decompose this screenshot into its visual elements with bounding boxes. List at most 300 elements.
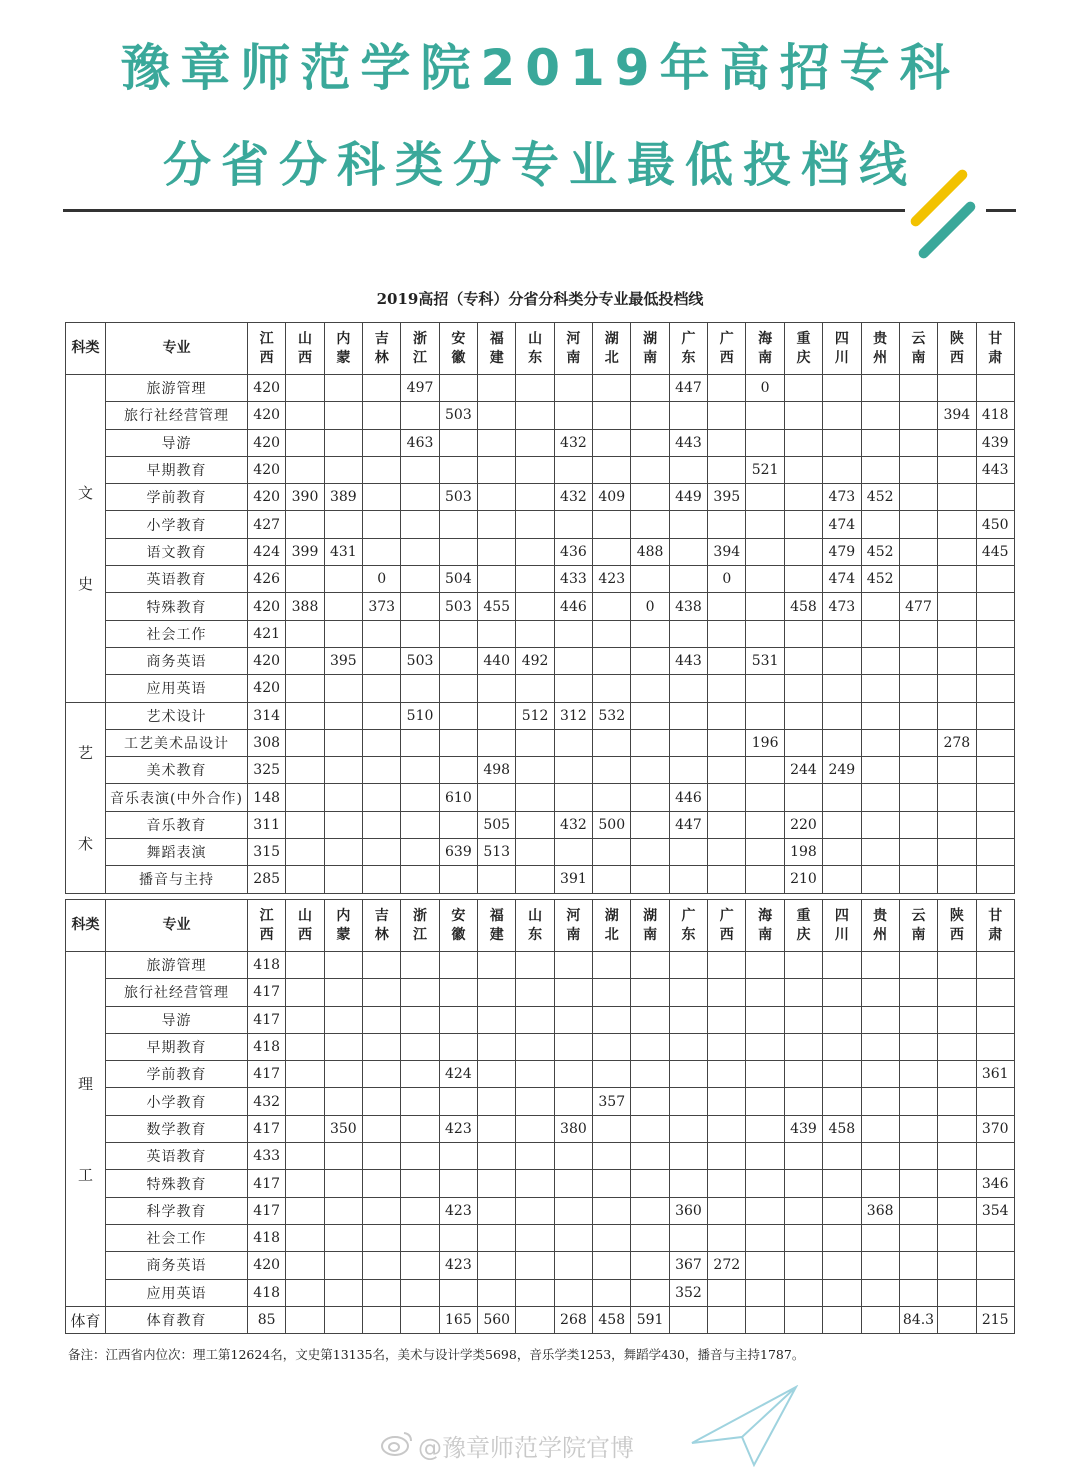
table-row <box>66 1279 1015 1306</box>
score-cell <box>439 1143 477 1170</box>
score-cell <box>899 1061 937 1088</box>
score-cell <box>286 1006 324 1033</box>
score-cell <box>899 757 937 784</box>
province-header: 广 西 <box>708 323 746 375</box>
table-row <box>66 620 1015 647</box>
province-header: 陕 西 <box>938 323 976 375</box>
score-cell: 452 <box>861 538 899 565</box>
score-cell <box>669 1033 707 1060</box>
score-cell <box>478 729 516 756</box>
score-cell: 424 <box>248 538 286 565</box>
score-cell <box>861 1252 899 1279</box>
score-cell <box>593 593 631 620</box>
weibo-icon <box>380 1430 414 1456</box>
score-cell <box>439 1170 477 1197</box>
province-header: 贵 州 <box>861 323 899 375</box>
score-cell <box>286 1279 324 1306</box>
score-cell <box>439 511 477 538</box>
score-cell <box>746 1252 784 1279</box>
score-cell <box>478 866 516 893</box>
score-cell: 390 <box>286 484 324 511</box>
score-cell <box>363 1224 401 1251</box>
score-cell <box>669 675 707 702</box>
score-cell <box>631 1006 669 1033</box>
score-cell <box>478 1224 516 1251</box>
score-cell <box>938 1306 976 1333</box>
score-cell <box>363 456 401 483</box>
score-cell <box>631 1143 669 1170</box>
score-cell <box>746 1197 784 1224</box>
score-cell <box>784 375 822 402</box>
score-cell: 423 <box>593 566 631 593</box>
score-cell: 0 <box>708 566 746 593</box>
score-cell: 394 <box>708 538 746 565</box>
score-cell <box>708 866 746 893</box>
score-cell <box>516 839 554 866</box>
score-cell <box>861 1061 899 1088</box>
province-header: 湖 北 <box>593 323 631 375</box>
score-cell: 447 <box>669 811 707 838</box>
score-cell <box>286 1252 324 1279</box>
score-cell <box>823 702 861 729</box>
major-cell: 特殊教育 <box>106 1170 248 1197</box>
score-cell <box>938 1224 976 1251</box>
score-cell <box>938 1088 976 1115</box>
score-cell <box>938 811 976 838</box>
score-cell <box>593 784 631 811</box>
score-cell <box>401 784 439 811</box>
score-cell <box>861 1224 899 1251</box>
score-cell <box>976 620 1014 647</box>
score-cell <box>286 757 324 784</box>
score-cell: 423 <box>439 1252 477 1279</box>
score-cell: 420 <box>248 1252 286 1279</box>
score-cell: 380 <box>554 1115 592 1142</box>
score-cell: 395 <box>324 647 362 674</box>
score-cell <box>669 839 707 866</box>
score-cell <box>401 1279 439 1306</box>
score-cell <box>554 839 592 866</box>
score-cell <box>899 979 937 1006</box>
major-cell: 旅游管理 <box>106 375 248 402</box>
score-cell: 278 <box>938 729 976 756</box>
score-cell <box>324 566 362 593</box>
score-cell <box>861 402 899 429</box>
province-header: 广 西 <box>708 900 746 952</box>
province-header: 贵 州 <box>861 900 899 952</box>
score-cell: 417 <box>248 1197 286 1224</box>
score-cell <box>746 866 784 893</box>
score-cell: 312 <box>554 702 592 729</box>
province-header: 海 南 <box>746 323 784 375</box>
score-cell <box>631 484 669 511</box>
score-cell <box>324 620 362 647</box>
score-cell <box>976 484 1014 511</box>
score-cell <box>363 1252 401 1279</box>
score-cell <box>478 511 516 538</box>
score-cell <box>861 593 899 620</box>
score-cell: 433 <box>248 1143 286 1170</box>
score-cell <box>899 1252 937 1279</box>
score-cell <box>363 866 401 893</box>
score-cell <box>401 566 439 593</box>
score-cell: 432 <box>248 1088 286 1115</box>
score-cell <box>899 811 937 838</box>
score-cell: 504 <box>439 566 477 593</box>
score-cell <box>784 675 822 702</box>
score-cell: 443 <box>669 647 707 674</box>
score-cell: 417 <box>248 1170 286 1197</box>
score-cell <box>746 979 784 1006</box>
score-cell <box>478 1006 516 1033</box>
score-cell: 424 <box>439 1061 477 1088</box>
score-cell <box>631 952 669 979</box>
province-header: 江 西 <box>248 323 286 375</box>
score-cell <box>976 1224 1014 1251</box>
score-cell: 85 <box>248 1306 286 1333</box>
score-cell <box>286 647 324 674</box>
score-cell <box>938 1197 976 1224</box>
score-cell <box>899 1088 937 1115</box>
score-cell <box>861 1033 899 1060</box>
score-cell <box>401 811 439 838</box>
score-cell <box>516 538 554 565</box>
score-cell <box>823 647 861 674</box>
score-cell <box>746 1088 784 1115</box>
score-cell <box>363 538 401 565</box>
score-cell <box>784 1170 822 1197</box>
score-cell: 417 <box>248 1006 286 1033</box>
score-cell: 446 <box>554 593 592 620</box>
score-cell <box>899 702 937 729</box>
score-cell <box>593 456 631 483</box>
score-cell <box>708 979 746 1006</box>
score-cell <box>516 566 554 593</box>
score-cell <box>324 757 362 784</box>
score-cell <box>478 1197 516 1224</box>
table-row <box>66 1006 1015 1033</box>
table-row <box>66 402 1015 429</box>
score-cell <box>516 757 554 784</box>
score-cell <box>401 866 439 893</box>
score-cell: 360 <box>669 1197 707 1224</box>
score-cell <box>784 566 822 593</box>
province-header: 陕 西 <box>938 900 976 952</box>
score-cell <box>324 1224 362 1251</box>
score-cell: 418 <box>248 1033 286 1060</box>
score-cell <box>784 784 822 811</box>
score-cell <box>976 593 1014 620</box>
score-cell <box>363 511 401 538</box>
score-cell: 370 <box>976 1115 1014 1142</box>
score-cell: 325 <box>248 757 286 784</box>
score-cell: 285 <box>248 866 286 893</box>
province-header: 安 徽 <box>439 323 477 375</box>
score-cell <box>708 647 746 674</box>
score-cell <box>938 620 976 647</box>
score-cell <box>823 1224 861 1251</box>
province-header: 湖 北 <box>593 900 631 952</box>
score-cell <box>899 729 937 756</box>
score-cell <box>631 757 669 784</box>
score-cell <box>363 979 401 1006</box>
score-table-liberal-arts <box>65 322 1015 894</box>
score-cell <box>324 811 362 838</box>
major-cell: 早期教育 <box>106 1033 248 1060</box>
score-cell <box>746 1006 784 1033</box>
score-cell: 308 <box>248 729 286 756</box>
score-cell <box>669 866 707 893</box>
score-cell <box>823 1306 861 1333</box>
score-cell: 432 <box>554 484 592 511</box>
table-row <box>66 1061 1015 1088</box>
score-cell <box>363 1143 401 1170</box>
score-cell <box>631 1170 669 1197</box>
score-cell: 373 <box>363 593 401 620</box>
score-cell <box>784 952 822 979</box>
score-cell <box>784 1061 822 1088</box>
score-cell <box>401 402 439 429</box>
score-cell <box>401 1224 439 1251</box>
score-cell <box>708 1143 746 1170</box>
score-cell <box>363 375 401 402</box>
score-cell <box>593 1224 631 1251</box>
score-cell <box>669 979 707 1006</box>
score-cell <box>286 1143 324 1170</box>
score-cell <box>784 647 822 674</box>
score-cell <box>401 757 439 784</box>
score-cell <box>746 593 784 620</box>
major-cell: 小学教育 <box>106 1088 248 1115</box>
score-cell <box>938 647 976 674</box>
score-cell <box>708 702 746 729</box>
score-cell <box>593 675 631 702</box>
score-cell <box>286 1306 324 1333</box>
major-cell: 商务英语 <box>106 1252 248 1279</box>
table-row <box>66 456 1015 483</box>
score-cell <box>708 839 746 866</box>
table-row <box>66 1088 1015 1115</box>
score-cell <box>899 839 937 866</box>
score-cell <box>478 952 516 979</box>
header-divider-right <box>986 209 1016 212</box>
score-cell <box>324 1197 362 1224</box>
score-cell <box>784 1252 822 1279</box>
score-cell <box>554 979 592 1006</box>
score-cell <box>976 866 1014 893</box>
score-cell: 477 <box>899 593 937 620</box>
score-cell: 389 <box>324 484 362 511</box>
major-cell: 社会工作 <box>106 1224 248 1251</box>
score-cell <box>861 839 899 866</box>
score-cell <box>746 402 784 429</box>
table-row <box>66 729 1015 756</box>
score-cell <box>363 1061 401 1088</box>
score-cell <box>938 979 976 1006</box>
province-header: 山 东 <box>516 323 554 375</box>
score-cell: 420 <box>248 402 286 429</box>
score-cell <box>861 1115 899 1142</box>
score-cell <box>516 1197 554 1224</box>
score-cell <box>899 429 937 456</box>
score-cell <box>746 1033 784 1060</box>
score-cell <box>516 456 554 483</box>
score-cell <box>938 511 976 538</box>
score-cell <box>976 979 1014 1006</box>
table-row <box>66 839 1015 866</box>
score-cell <box>286 375 324 402</box>
score-cell <box>401 839 439 866</box>
score-cell <box>363 647 401 674</box>
score-cell <box>669 757 707 784</box>
score-cell <box>631 839 669 866</box>
score-cell <box>516 866 554 893</box>
score-cell <box>861 647 899 674</box>
score-cell <box>593 1006 631 1033</box>
score-cell <box>861 1143 899 1170</box>
score-cell: 423 <box>439 1115 477 1142</box>
score-cell <box>976 1143 1014 1170</box>
score-cell <box>516 1115 554 1142</box>
score-cell <box>286 620 324 647</box>
score-cell <box>286 839 324 866</box>
score-cell <box>439 952 477 979</box>
province-header: 甘 肃 <box>976 900 1014 952</box>
score-cell <box>823 1252 861 1279</box>
score-cell <box>746 429 784 456</box>
score-cell <box>478 456 516 483</box>
score-cell <box>938 593 976 620</box>
score-cell <box>938 375 976 402</box>
score-cell <box>363 1006 401 1033</box>
score-cell: 215 <box>976 1306 1014 1333</box>
score-cell <box>478 429 516 456</box>
score-cell <box>439 1279 477 1306</box>
score-cell <box>746 511 784 538</box>
score-cell <box>401 620 439 647</box>
score-cell <box>554 402 592 429</box>
score-cell <box>286 811 324 838</box>
score-cell <box>516 729 554 756</box>
score-cell <box>401 1088 439 1115</box>
table-row <box>66 811 1015 838</box>
score-cell: 417 <box>248 1061 286 1088</box>
major-cell: 导游 <box>106 1006 248 1033</box>
score-cell <box>823 1143 861 1170</box>
score-cell <box>324 375 362 402</box>
score-cell: 420 <box>248 484 286 511</box>
score-cell <box>784 1033 822 1060</box>
score-cell <box>938 702 976 729</box>
score-cell <box>439 1006 477 1033</box>
score-cell <box>669 1170 707 1197</box>
score-cell <box>554 1061 592 1088</box>
score-cell: 148 <box>248 784 286 811</box>
score-cell <box>976 729 1014 756</box>
score-cell <box>324 1252 362 1279</box>
score-cell <box>286 1197 324 1224</box>
score-cell <box>286 1033 324 1060</box>
table-row <box>66 375 1015 402</box>
score-cell <box>861 729 899 756</box>
score-cell <box>516 1252 554 1279</box>
score-cell <box>554 729 592 756</box>
score-cell: 198 <box>784 839 822 866</box>
table-row <box>66 1170 1015 1197</box>
score-cell <box>554 1088 592 1115</box>
paper-plane-icon <box>690 1385 800 1467</box>
score-cell <box>324 1006 362 1033</box>
score-cell: 488 <box>631 538 669 565</box>
score-cell <box>401 1115 439 1142</box>
score-cell: 361 <box>976 1061 1014 1088</box>
score-cell <box>938 1252 976 1279</box>
table-row <box>66 1252 1015 1279</box>
score-cell <box>554 1197 592 1224</box>
score-cell <box>593 375 631 402</box>
score-cell: 498 <box>478 757 516 784</box>
score-cell: 420 <box>248 375 286 402</box>
major-header: 专业 <box>106 323 248 375</box>
score-cell: 436 <box>554 538 592 565</box>
score-cell <box>861 620 899 647</box>
score-cell <box>631 647 669 674</box>
score-cell <box>593 1033 631 1060</box>
province-header: 浙 江 <box>401 323 439 375</box>
score-cell <box>669 511 707 538</box>
province-header: 山 东 <box>516 900 554 952</box>
score-cell <box>516 429 554 456</box>
score-cell <box>861 1306 899 1333</box>
major-cell: 体育教育 <box>106 1306 248 1333</box>
score-cell <box>976 784 1014 811</box>
score-cell <box>324 1306 362 1333</box>
score-cell <box>938 1006 976 1033</box>
score-cell <box>439 620 477 647</box>
score-cell <box>708 402 746 429</box>
score-cell <box>516 1306 554 1333</box>
score-cell <box>363 952 401 979</box>
score-cell <box>746 538 784 565</box>
score-cell <box>784 429 822 456</box>
score-cell <box>976 1006 1014 1033</box>
score-cell: 268 <box>554 1306 592 1333</box>
score-cell <box>363 620 401 647</box>
score-cell <box>554 757 592 784</box>
score-cell <box>593 511 631 538</box>
score-cell <box>708 429 746 456</box>
score-cell: 165 <box>439 1306 477 1333</box>
score-cell <box>823 1088 861 1115</box>
score-cell <box>554 456 592 483</box>
score-cell <box>746 566 784 593</box>
score-cell <box>439 757 477 784</box>
score-cell <box>746 675 784 702</box>
score-cell <box>708 1088 746 1115</box>
major-cell: 小学教育 <box>106 511 248 538</box>
score-cell: 427 <box>248 511 286 538</box>
score-cell <box>976 1252 1014 1279</box>
score-cell: 272 <box>708 1252 746 1279</box>
score-cell: 474 <box>823 566 861 593</box>
major-cell: 音乐表演(中外合作) <box>106 784 248 811</box>
score-cell: 445 <box>976 538 1014 565</box>
table-row <box>66 511 1015 538</box>
province-header: 内 蒙 <box>324 323 362 375</box>
province-header: 福 建 <box>478 900 516 952</box>
score-cell <box>363 429 401 456</box>
score-cell <box>823 1170 861 1197</box>
